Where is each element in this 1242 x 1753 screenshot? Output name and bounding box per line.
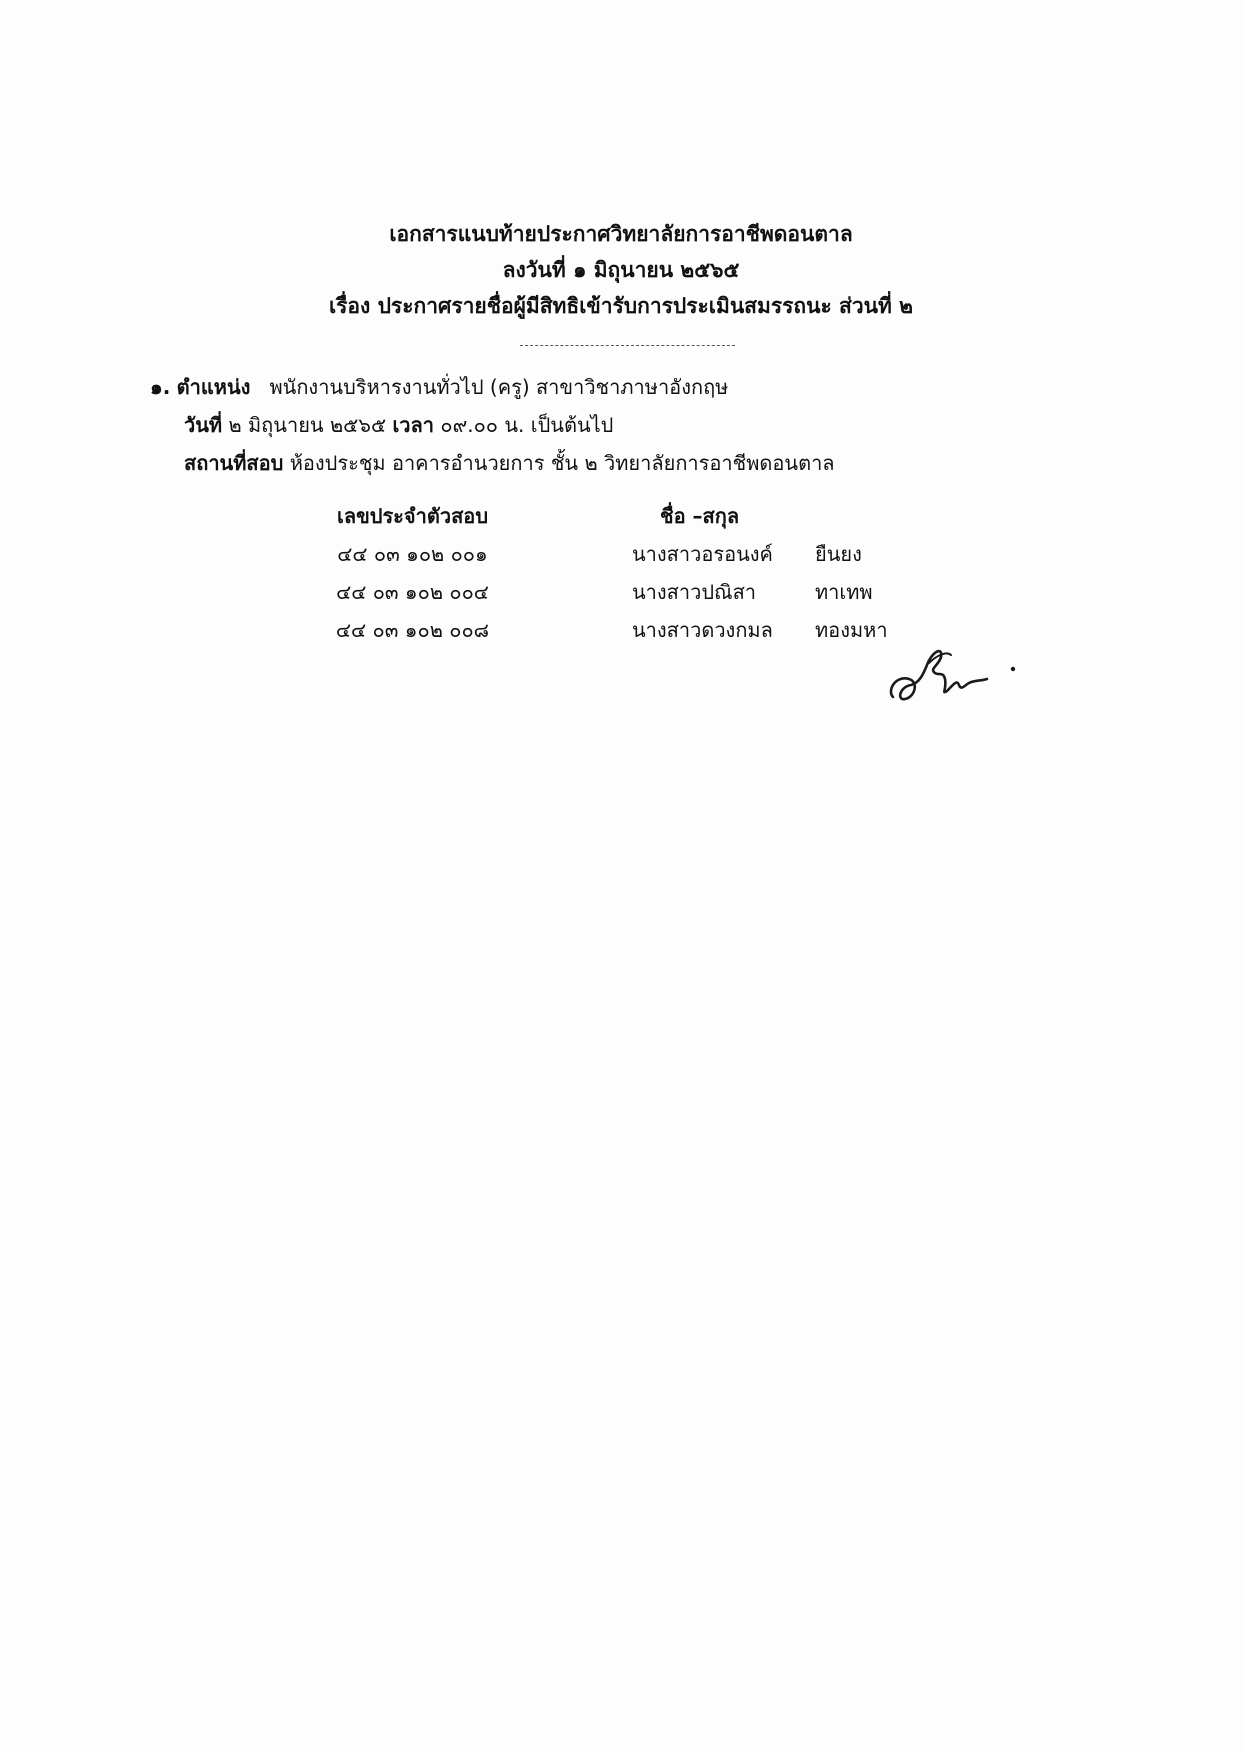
time-value: ๐๙.๐๐ น. เป็นต้นไป bbox=[440, 413, 614, 437]
exam-id: ๔๔ ๐๓ ๑๐๒ ๐๐๔ bbox=[336, 580, 489, 604]
last-name: ทองมหา bbox=[815, 618, 888, 642]
date-row bbox=[150, 406, 835, 444]
first-name: นางสาวดวงกมล bbox=[632, 618, 773, 642]
table-row bbox=[0, 535, 1242, 573]
time-label: เวลา bbox=[392, 413, 435, 437]
position-section bbox=[150, 368, 835, 482]
header-exam-id: เลขประจำตัวสอบ bbox=[336, 504, 489, 528]
last-name: ยืนยง bbox=[815, 542, 862, 566]
header-divider bbox=[520, 345, 735, 346]
exam-id: ๔๔ ๐๓ ๑๐๒ ๐๐๘ bbox=[335, 618, 490, 642]
date-value: ๒ มิถุนายน ๒๕๖๕ bbox=[228, 413, 387, 437]
header-date: ลงวันที่ ๑ มิถุนายน ๒๕๖๕ bbox=[502, 258, 740, 282]
table-row bbox=[0, 573, 1242, 611]
signature bbox=[885, 635, 1025, 715]
header-full-name: ชื่อ –สกุล bbox=[660, 504, 740, 528]
candidate-table bbox=[0, 497, 1242, 649]
position-value: พนักงานบริหารงานทั่วไป (ครู) สาขาวิชาภาษาอังกฤษ bbox=[269, 375, 729, 399]
signature-stroke bbox=[891, 651, 987, 699]
header-subject: เรื่อง ประกาศรายชื่อผู้มีสิทธิเข้ารับการประเมินสมรรถนะ ส่วนที่ ๒ bbox=[328, 294, 914, 318]
last-name: ทาเทพ bbox=[815, 580, 873, 604]
position-label: ตำแหน่ง bbox=[176, 375, 251, 399]
venue-row bbox=[150, 444, 835, 482]
document-header bbox=[0, 216, 1242, 324]
position-row bbox=[150, 368, 835, 406]
table-header-row bbox=[0, 497, 1242, 535]
header-title: เอกสารแนบท้ายประกาศวิทยาลัยการอาชีพดอนตาล bbox=[389, 222, 853, 246]
venue-label: สถานที่สอบ bbox=[184, 451, 284, 475]
table-row bbox=[0, 611, 1242, 649]
first-name: นางสาวปณิสา bbox=[632, 580, 757, 604]
date-label: วันที่ bbox=[184, 413, 223, 437]
section-number: ๑. bbox=[150, 375, 171, 399]
venue-value: ห้องประชุม อาคารอำนวยการ ชั้น ๒ วิทยาลัยการอาชีพดอนตาล bbox=[289, 451, 835, 475]
first-name: นางสาวอรอนงค์ bbox=[632, 542, 773, 566]
signature-dot bbox=[1011, 667, 1015, 671]
exam-id: ๔๔ ๐๓ ๑๐๒ ๐๐๑ bbox=[337, 542, 488, 566]
